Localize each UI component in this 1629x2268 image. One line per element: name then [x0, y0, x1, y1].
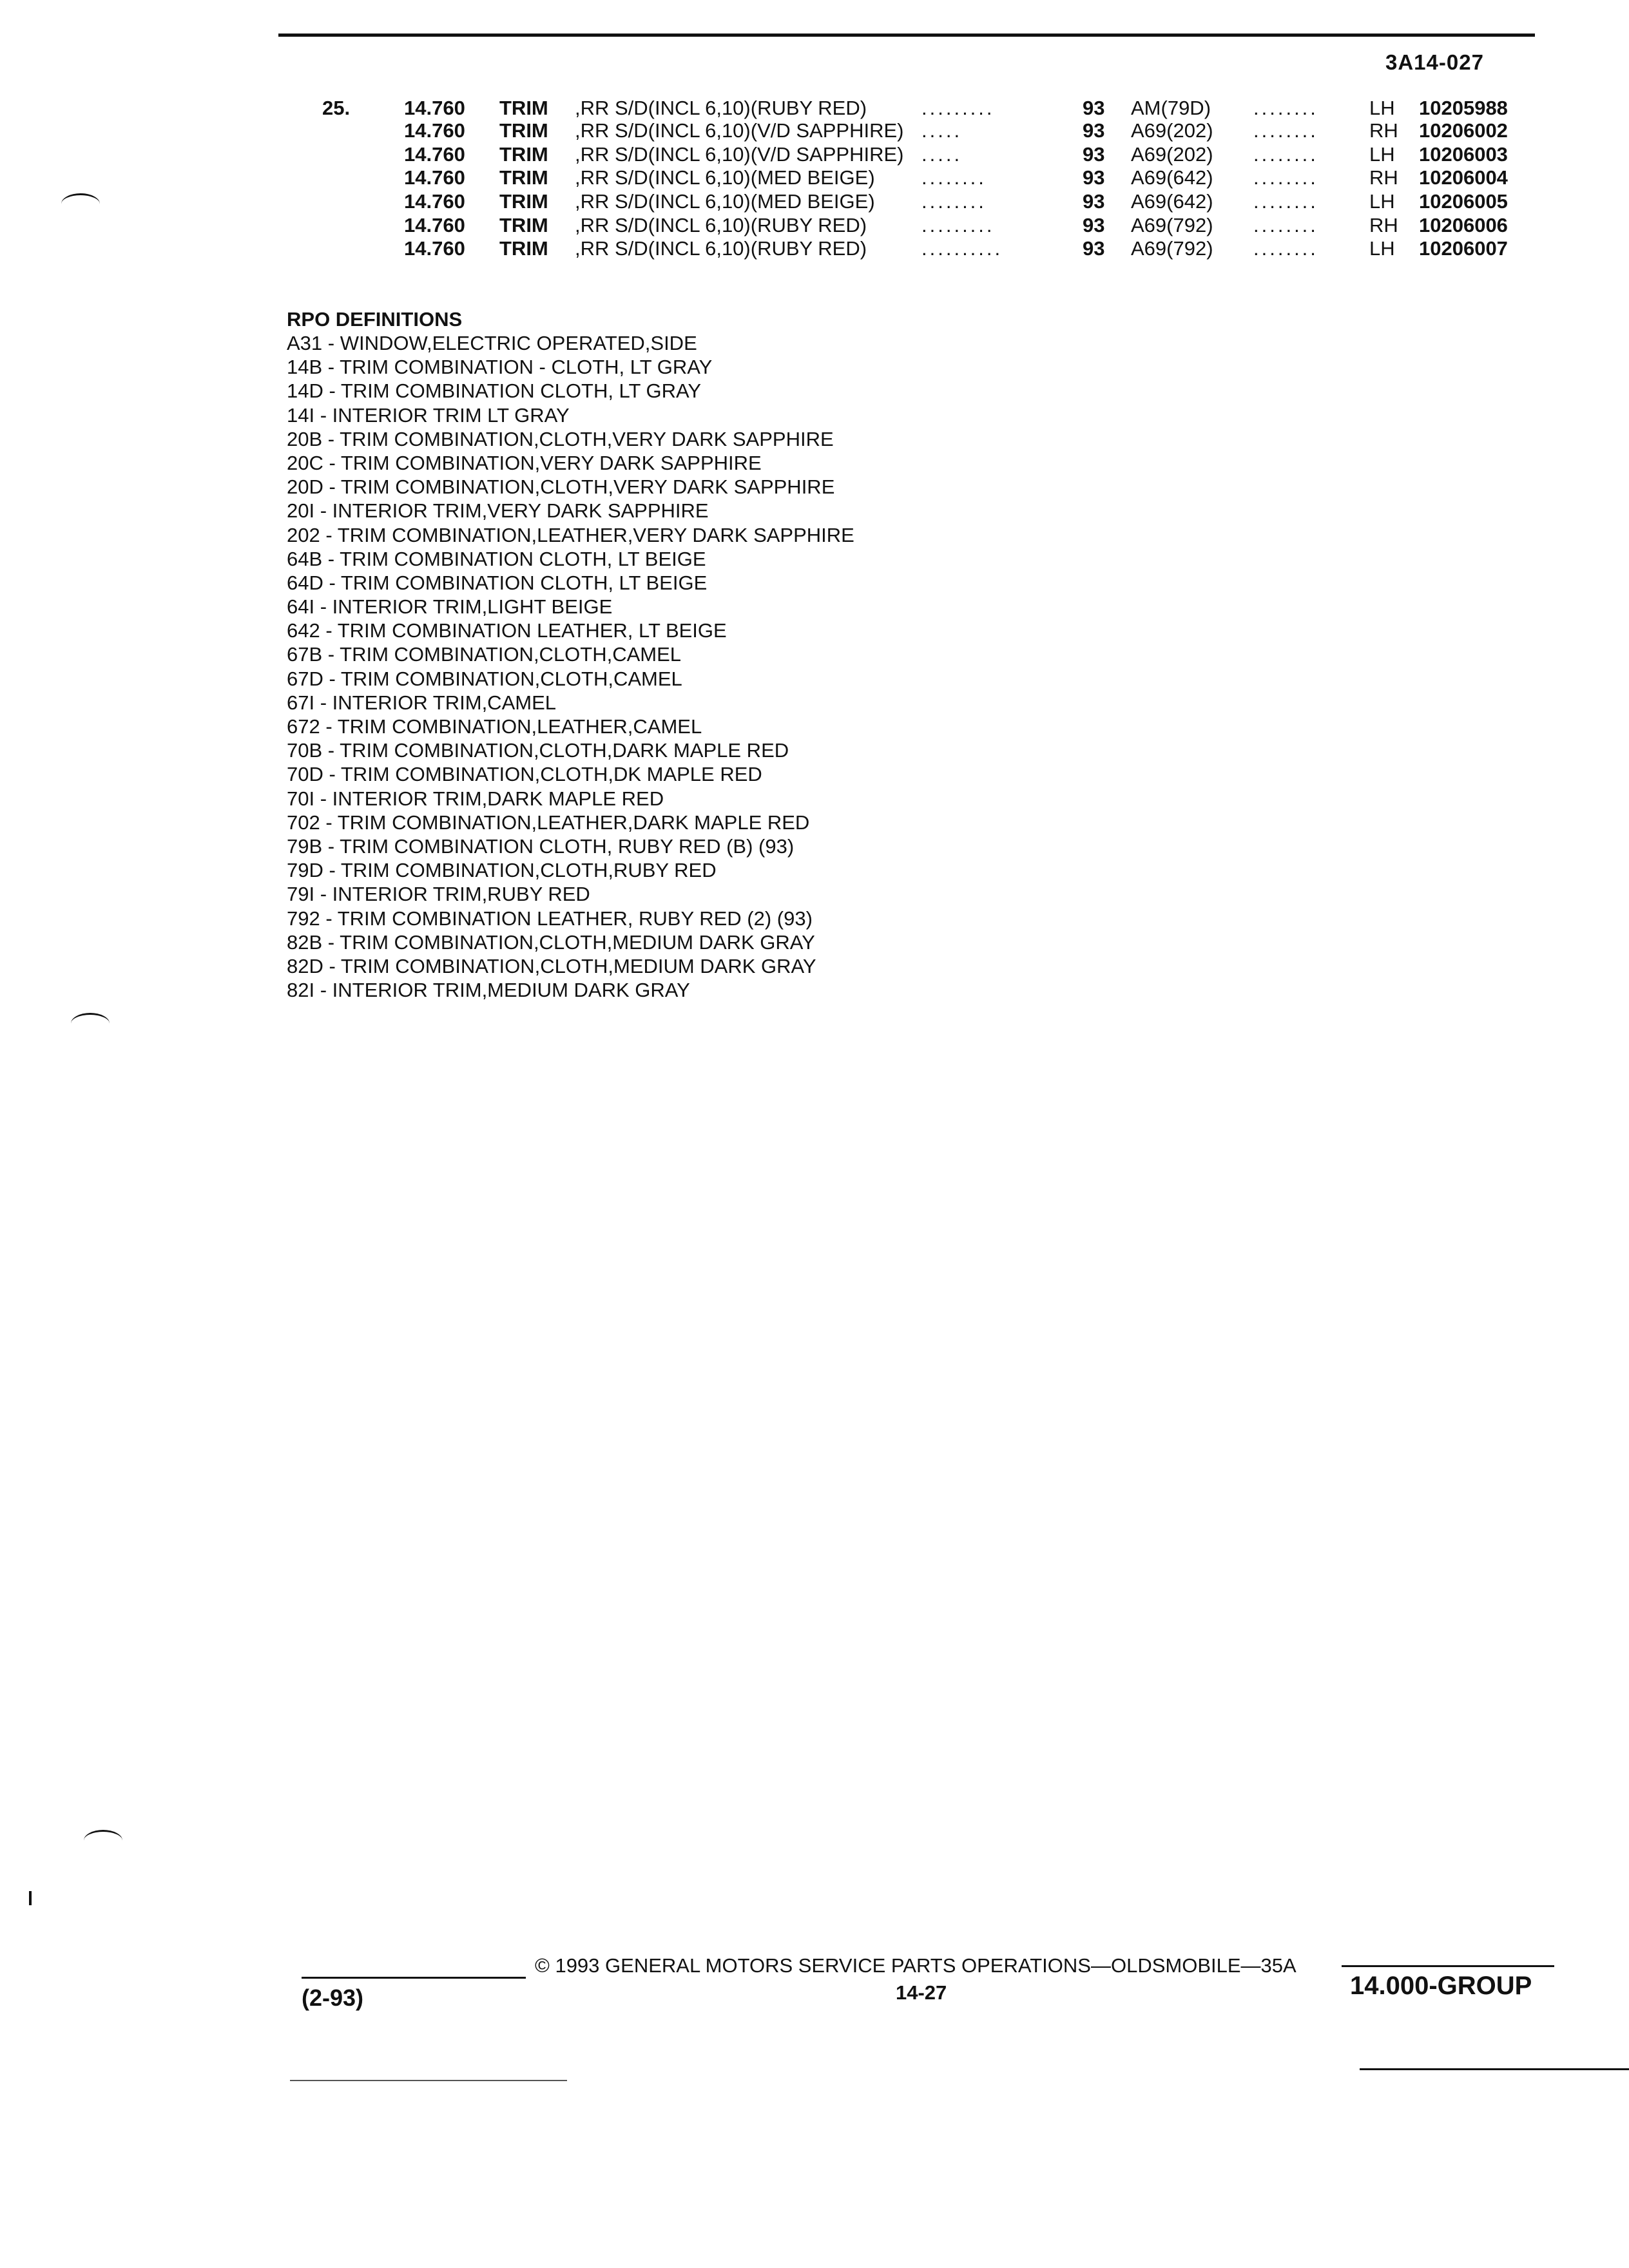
- group-number: 14.760: [404, 237, 465, 260]
- rpo-definition: 64D - TRIM COMBINATION CLOTH, LT BEIGE: [287, 571, 708, 594]
- binder-mark: [71, 1013, 110, 1034]
- group-number: 14.760: [404, 97, 465, 119]
- side-designation: RH: [1369, 166, 1398, 189]
- model-year: 93: [1083, 119, 1105, 142]
- rpo-definition: 79B - TRIM COMBINATION CLOTH, RUBY RED (B) (93): [287, 834, 795, 858]
- binder-mark: [61, 193, 100, 215]
- part-description: ,RR S/D(INCL 6,10)(V/D SAPPHIRE): [575, 119, 904, 142]
- rpo-definition: 20I - INTERIOR TRIM,VERY DARK SAPPHIRE: [287, 499, 709, 523]
- part-number: 10206002: [1419, 119, 1508, 142]
- item-number: 25.: [322, 97, 351, 119]
- leader-dots: ........: [921, 190, 987, 213]
- rpo-definition: 20B - TRIM COMBINATION,CLOTH,VERY DARK SAPPHIRE: [287, 427, 834, 450]
- copyright-notice: © 1993 GENERAL MOTORS SERVICE PARTS OPERATIONS—OLDSMOBILE—35A: [535, 1954, 1296, 1977]
- part-description: ,RR S/D(INCL 6,10)(MED BEIGE): [575, 166, 875, 189]
- table-row: [322, 214, 1547, 238]
- table-row: [322, 143, 1547, 168]
- document-code: 3A14-027: [1385, 50, 1484, 74]
- side-designation: LH: [1369, 190, 1395, 213]
- part-number: 10206004: [1419, 166, 1508, 189]
- footer-rule-right: [1342, 1965, 1554, 1967]
- part-description: ,RR S/D(INCL 6,10)(RUBY RED): [575, 214, 867, 236]
- rpo-definition: 672 - TRIM COMBINATION,LEATHER,CAMEL: [287, 715, 702, 738]
- part-name: TRIM: [499, 143, 548, 166]
- rpo-code: A69(202): [1131, 119, 1213, 142]
- rpo-definition: 82D - TRIM COMBINATION,CLOTH,MEDIUM DARK GRAY: [287, 954, 816, 977]
- rpo-definition: 67D - TRIM COMBINATION,CLOTH,CAMEL: [287, 667, 682, 690]
- part-description: ,RR S/D(INCL 6,10)(RUBY RED): [575, 237, 867, 260]
- table-row: [322, 190, 1547, 215]
- leader-dots: ........: [1253, 214, 1318, 236]
- part-name: TRIM: [499, 214, 548, 236]
- binder-mark: [84, 1830, 122, 1851]
- part-number: 10206006: [1419, 214, 1508, 236]
- scan-line: [290, 2080, 567, 2081]
- rpo-definition: 792 - TRIM COMBINATION LEATHER, RUBY RED (2) (93): [287, 907, 813, 930]
- group-number: 14.760: [404, 119, 465, 142]
- rpo-definition: 67I - INTERIOR TRIM,CAMEL: [287, 691, 556, 714]
- leader-dots: ........: [1253, 97, 1318, 119]
- side-designation: LH: [1369, 143, 1395, 166]
- leader-dots: .........: [921, 97, 995, 119]
- revision-date: (2-93): [302, 1984, 364, 2011]
- footer-rule-left: [302, 1977, 526, 1979]
- leader-dots: ........: [921, 166, 987, 189]
- leader-dots: ........: [1253, 119, 1318, 142]
- leader-dots: ........: [1253, 166, 1318, 189]
- leader-dots: .....: [921, 143, 963, 166]
- leader-dots: ........: [1253, 143, 1318, 166]
- rpo-definition: 79I - INTERIOR TRIM,RUBY RED: [287, 883, 590, 906]
- margin-tick: [29, 1891, 32, 1905]
- rpo-code: AM(79D): [1131, 97, 1211, 119]
- group-label: 14.000-GROUP: [1350, 1972, 1532, 2000]
- rpo-definition: 82B - TRIM COMBINATION,CLOTH,MEDIUM DARK GRAY: [287, 930, 815, 954]
- side-designation: RH: [1369, 214, 1398, 236]
- side-designation: LH: [1369, 97, 1395, 119]
- part-name: TRIM: [499, 237, 548, 260]
- part-description: ,RR S/D(INCL 6,10)(MED BEIGE): [575, 190, 875, 213]
- group-number: 14.760: [404, 214, 465, 236]
- rpo-definition: 82I - INTERIOR TRIM,MEDIUM DARK GRAY: [287, 979, 690, 1002]
- part-name: TRIM: [499, 166, 548, 189]
- rpo-definition: 642 - TRIM COMBINATION LEATHER, LT BEIGE: [287, 619, 727, 642]
- rpo-definitions-list: [287, 332, 854, 1003]
- rpo-definition: 70B - TRIM COMBINATION,CLOTH,DARK MAPLE RED: [287, 739, 789, 762]
- group-number: 14.760: [404, 166, 465, 189]
- page-number: 14-27: [896, 1981, 947, 2004]
- rpo-code: A69(792): [1131, 237, 1213, 260]
- rpo-definition: 70D - TRIM COMBINATION,CLOTH,DK MAPLE RED: [287, 763, 762, 786]
- leader-dots: .........: [921, 214, 995, 236]
- part-number: 10206005: [1419, 190, 1508, 213]
- part-name: TRIM: [499, 119, 548, 142]
- model-year: 93: [1083, 166, 1105, 189]
- rpo-code: A69(202): [1131, 143, 1213, 166]
- scan-line: [1360, 2068, 1629, 2070]
- header-rule: [278, 34, 1535, 37]
- table-row: [322, 119, 1547, 144]
- rpo-definition: A31 - WINDOW,ELECTRIC OPERATED,SIDE: [287, 332, 697, 354]
- model-year: 93: [1083, 97, 1105, 119]
- table-row: [322, 97, 1547, 121]
- rpo-definition: 20D - TRIM COMBINATION,CLOTH,VERY DARK SAPPHIRE: [287, 476, 835, 499]
- rpo-definition: 67B - TRIM COMBINATION,CLOTH,CAMEL: [287, 643, 682, 666]
- group-number: 14.760: [404, 190, 465, 213]
- leader-dots: ........: [1253, 237, 1318, 260]
- model-year: 93: [1083, 190, 1105, 213]
- leader-dots: ..........: [921, 237, 1003, 260]
- part-name: TRIM: [499, 97, 548, 119]
- model-year: 93: [1083, 143, 1105, 166]
- table-row: [322, 237, 1547, 262]
- rpo-definition: 202 - TRIM COMBINATION,LEATHER,VERY DARK SAPPHIRE: [287, 523, 854, 546]
- rpo-definition: 14B - TRIM COMBINATION - CLOTH, LT GRAY: [287, 356, 713, 379]
- rpo-definition: 14I - INTERIOR TRIM LT GRAY: [287, 403, 570, 427]
- part-number: 10206003: [1419, 143, 1508, 166]
- rpo-definition: 79D - TRIM COMBINATION,CLOTH,RUBY RED: [287, 859, 717, 882]
- model-year: 93: [1083, 237, 1105, 260]
- table-row: [322, 166, 1547, 191]
- rpo-definition: 702 - TRIM COMBINATION,LEATHER,DARK MAPLE RED: [287, 811, 810, 834]
- side-designation: RH: [1369, 119, 1398, 142]
- rpo-definition: 64B - TRIM COMBINATION CLOTH, LT BEIGE: [287, 547, 706, 570]
- leader-dots: .....: [921, 119, 963, 142]
- part-number: 10205988: [1419, 97, 1508, 119]
- side-designation: LH: [1369, 237, 1395, 260]
- part-name: TRIM: [499, 190, 548, 213]
- part-description: ,RR S/D(INCL 6,10)(RUBY RED): [575, 97, 867, 119]
- part-description: ,RR S/D(INCL 6,10)(V/D SAPPHIRE): [575, 143, 904, 166]
- rpo-code: A69(642): [1131, 190, 1213, 213]
- rpo-definitions-title: RPO DEFINITIONS: [287, 308, 463, 331]
- group-number: 14.760: [404, 143, 465, 166]
- rpo-definition: 64I - INTERIOR TRIM,LIGHT BEIGE: [287, 595, 613, 619]
- rpo-definition: 14D - TRIM COMBINATION CLOTH, LT GRAY: [287, 380, 702, 403]
- rpo-code: A69(792): [1131, 214, 1213, 236]
- leader-dots: ........: [1253, 190, 1318, 213]
- rpo-definition: 20C - TRIM COMBINATION,VERY DARK SAPPHIRE: [287, 451, 762, 474]
- part-number: 10206007: [1419, 237, 1508, 260]
- model-year: 93: [1083, 214, 1105, 236]
- rpo-code: A69(642): [1131, 166, 1213, 189]
- rpo-definition: 70I - INTERIOR TRIM,DARK MAPLE RED: [287, 787, 664, 810]
